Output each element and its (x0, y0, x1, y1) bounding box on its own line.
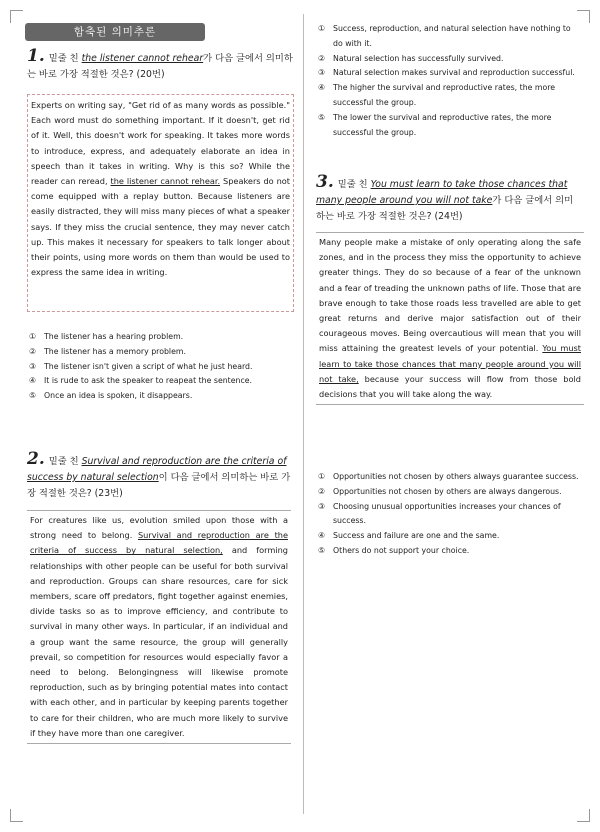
crop-mark-bottom-right (577, 809, 590, 822)
option-number: ① (29, 332, 36, 341)
q1-number: 1. (27, 46, 45, 66)
option-text: Success and failure are one and the same. (333, 531, 500, 541)
q2-title-underlined: Survival and reproduction are the criteria of success by natural selection (27, 456, 287, 483)
option-number: ⑤ (29, 391, 36, 401)
option-number: ③ (318, 501, 325, 511)
q3-title-pre: 밑줄 친 (337, 179, 371, 190)
option-number: ④ (318, 83, 325, 93)
q1-option[interactable] (29, 360, 299, 375)
option-text: Success, reproduction, and natural selection have nothing to do with it. (333, 24, 571, 48)
section-badge: 함축된 의미추론 (25, 23, 205, 41)
option-number: ③ (29, 361, 36, 371)
option-text: The listener has a hearing problem. (44, 332, 184, 341)
option-number: ⑤ (318, 545, 325, 555)
q1-option[interactable] (29, 345, 299, 360)
option-number: ② (318, 486, 325, 496)
crop-mark-bottom-left (10, 809, 23, 822)
option-text: The higher the survival and reproductive rates, the more successful the group. (333, 83, 556, 107)
q1-passage-underlined: the listener cannot rehear. (110, 176, 221, 187)
q3-option[interactable] (318, 500, 580, 530)
q2-title-pre: 밑줄 친 (48, 456, 82, 467)
q3-passage (316, 232, 584, 405)
q1-title-post: 가 다음 글에서 의미하는 바로 가장 적절한 것은? (20번) (27, 53, 293, 80)
q3-option[interactable] (318, 470, 580, 485)
q1-passage (27, 94, 294, 312)
q2-title (27, 451, 295, 502)
q3-passage-before: Many people make a mistake of only operating along the safe zones, and in the process they miss the opportunity to achieve greater things. They do so because of a fear of the unknown and a fear of treading the unknown paths of life. Those that are brave enough to take those roads less travelled are able to get great returns and derive major satisfaction out of their courageous moves. Being overcautious will mean that you will miss attaining the greatest levels of your potential. (319, 237, 581, 354)
q3-option[interactable] (318, 485, 580, 500)
q1-passage-before: Experts on writing say, "Get rid of as many words as possible." Each word must do something important. If it doesn't, get rid of it. Well, this doesn't work for speaking. It takes more words to introduce, express, and adequately elaborate an idea in speech than it takes in writing. Why is this so? While the reader can reread, (31, 100, 290, 187)
q1-option[interactable] (29, 389, 299, 404)
q1-options (29, 330, 299, 404)
option-number: ① (318, 472, 325, 481)
q3-passage-underlined: You must learn to take those chances that many people around you will not take, (319, 343, 581, 384)
option-text: The lower the survival and reproductive rates, the more successful the group. (333, 112, 552, 137)
q2-title-post: 이 다음 글에서 의미하는 바로 가장 적절한 것은? (23번) (27, 472, 291, 499)
q3-title (316, 174, 582, 225)
q2-passage-underlined: Survival and reproduction are the criteria of success by natural selection, (30, 530, 288, 556)
q2-option[interactable] (318, 66, 580, 81)
option-text: The listener has a memory problem. (44, 346, 186, 356)
q1-option[interactable] (29, 330, 299, 345)
q3-title-post: 가 다음 글에서 의미하는 바로 가장 적절한 것은? (24번) (316, 195, 574, 222)
option-text: Choosing unusual opportunities increases your chances of success. (333, 501, 561, 526)
option-number: ④ (318, 531, 325, 541)
q2-passage-after: and forming relationships with other people can be useful for both survival and reproduction. Groups can share resources, care for sick members, scare off predators, fight together against enemies, divide tasks so as to improve efficiency, and contribute to survival in many other ways. In particular, if an individual and a group want the same resource, the group will generally prevail, so competition for resources would especially favor a need to belong. Belongingness will likewise promote reproduction, such as by bringing potential mates into contact with each other, and in particular by keeping parents together to care for their children, who are much more likely to survive if they have more than one caregiver. (30, 545, 288, 738)
option-number: ⑤ (318, 112, 325, 122)
q3-option[interactable] (318, 544, 580, 559)
q3-title-underlined: You must learn to take those chances that many people around you will not take (316, 179, 568, 206)
q2-option[interactable] (318, 111, 580, 141)
option-text: Natural selection has successfully survived. (333, 53, 504, 63)
option-number: ② (29, 346, 36, 356)
q3-number: 3. (316, 172, 334, 192)
q1-title-pre: 밑줄 친 (48, 53, 82, 64)
option-number: ② (318, 53, 325, 63)
q2-passage-before: For creatures like us, evolution smiled upon those with a strong need to belong. (30, 515, 288, 541)
option-text: Opportunities not chosen by others are always dangerous. (333, 486, 562, 496)
option-text: It is rude to ask the speaker to reapeat the sentence. (44, 376, 253, 386)
q2-passage (27, 510, 291, 744)
q3-passage-after: because your success will flow from those bold decisions that you will take along the way. (319, 373, 581, 400)
option-text: Opportunities not chosen by others always guarantee success. (333, 472, 579, 481)
option-text: The listener isn't given a script of what he just heard. (44, 361, 253, 371)
q2-option[interactable] (318, 22, 580, 52)
option-number: ① (318, 24, 325, 33)
option-text: Others do not support your choice. (333, 545, 470, 555)
column-divider (303, 14, 304, 814)
q2-options (318, 22, 580, 140)
q1-passage-after: Speakers do not come equipped with a replay button. Because listeners are easily distracted, they will miss many pieces of what a speaker says. If they miss the crucial sentence, they may never catch up. This makes it necessary for speakers to talk longer about their points, using more words on them than would be used to express the same idea in writing. (31, 176, 290, 278)
q2-number: 2. (27, 449, 45, 469)
option-text: Once an idea is spoken, it disappears. (44, 391, 193, 401)
q1-option[interactable] (29, 374, 299, 389)
q1-title-underlined: the listener cannot rehear (81, 53, 204, 64)
option-number: ④ (29, 376, 36, 386)
q3-option[interactable] (318, 529, 580, 544)
q2-option[interactable] (318, 52, 580, 67)
q3-options (318, 470, 580, 559)
q1-title (27, 48, 293, 83)
option-number: ③ (318, 68, 325, 78)
crop-mark-top-left (10, 10, 23, 23)
q2-option[interactable] (318, 81, 580, 111)
option-text: Natural selection makes survival and reproduction successful. (333, 68, 575, 78)
